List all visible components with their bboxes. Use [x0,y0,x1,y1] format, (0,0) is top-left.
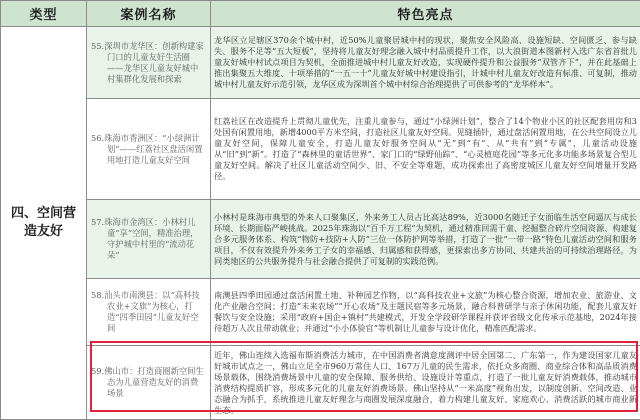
case-features: 南澳县四季田园通过盘活闲置土地、补种园艺作物，以“高科技农业+文旅”为核心整合资源，增加农业、旅游业、文化产业融合空间；打造“未来农场”“开心农场”及主题民宿等多元场景，融合科普研学与亲子休闲功能，配套儿童友好餐饮与安全设施；采用“政府+国企+镇村”共建模式，开发全学段研学课程并获评省级文化传承示范基地，2024年接待超万人次且带动就业；并通过“小小体验官”等机制让儿童参与设计优化，精准匹配需求。 [211,290,640,334]
case-features: 小林村是珠海市典型的外来人口聚集区，外来务工人员占比高达89%，近3000名随迁子女面临生活空间逼仄与成长环境、长期面临严峻挑战。2025年珠海以“百千万工程”为契机，通过精准回需于童、挖掘整合碎片空间资源、构建复合多元服务体系、构筑“物防+技防+人防”三位一体防护网等举措，打造了一批“一带一路”特色儿童活动空间和服务项目，不仅有效提升外来务工子女的幸福感、归属感和获得感，更探索出多方协同、共建共治的可持续治理路径，为同类地区的公共服务提升与社会融合提供了可复制的实践范例。 [211,212,640,267]
table-header-row [1,1,640,27]
case-name: 56.珠海市香洲区：“小绿洲计划”——红荔社区盘活闲置用地打造儿童友好空间 [87,133,210,166]
header-type: 类型 [1,1,87,27]
case-name: 57.珠海市金湾区：小林村儿童“享”空间，精准治理，守护城中村里的“流动花朵” [87,217,210,261]
category-label: 四、空间营造友好 [1,205,86,241]
case-features: 红荔社区在改造提升上贯彻儿童优先，注重儿童参与，通过“小绿洲计划”，整合了14个物业小区的社区配套用房和3处国有闲置用地，新增4000平方米空间，打造社区儿童友好空间。见缝插针，通过盘活闲置用地，在公共空间设立儿童友好空间，保障儿童安全，打造儿童友好服务空间从“无”到“有”、从“共有”到“专属”，儿童活动设施从“旧”到“新”。打造了“森林里的童话世界”、家门口的“绿野仙踪”、“心灵植庭花园”等多元化多功能多场景复合型儿童友好空间。解决了社区儿童活动空间少、旧、不安全等难题，成功探索出了高密度城区儿童友好空间增量开发路径。 [211,116,640,182]
features-cell [211,99,640,200]
header-case-name: 案例名称 [87,1,211,27]
features-cell [211,279,640,346]
case-name-cell [87,279,211,346]
case-name: 58.汕头市南澳县：以“高科技农业+文旅”为核心，打造“四季田园”儿童友好空间 [87,290,210,334]
table-row [1,200,640,279]
case-name: 55.深圳市龙华区：创新构建家门口的儿童友好生活圈——龙华区儿童友好城中村集群化发展和探索 [87,41,210,85]
case-features: 龙华区立足辖区370余个城中村，近50%儿童聚居城中村的现状，聚焦安全风险高、设施短缺、空间匮乏、参与缺失、服务不足等“五大短板”，坚持将儿童友好理念融入城中村品质提升工作，以大浪街道本图新村入选广东省首批儿童友好城中村试点项目为契机，全面推进城中村儿童友好改造，实现硬件提升和公益服务“双管齐下”，并在此基础上推出集聚五大维度、十项举措的“一五一十”儿童友好城中村建设指引，计城中村儿童友好改造有标准、可复制，推动城中村儿童友好示范引领，龙华区成为深圳首个城中村综合治理提供了可供参考的“龙华样本”。 [211,35,640,90]
features-cell [211,200,640,279]
table-row [1,346,640,420]
table-row [1,279,640,346]
case-features: 近年，佛山连续入选福布斯消费活力城市，在中国消费者满意度测评中居全国第二、广东第一，作为建设国家儿童友好城市试点之一，佛山立足全市960万常住人口、167万儿童的民生需求，依托众多商圈、商业综合体和高品质消费场景载体，围绕消费场景中儿童的安全保障、服务供给、设施设计等重点，打造了一批儿童友好消费载体，推动城市消费结构提质扩容，形成多元化的儿童友好消费场景。佛山坚持从“一米高度”视角出发，以制度创新、空间改造、业态融合为抓手，系统推进儿童友好理念与商圈发展深度融合，着力构建儿童友好、家庭欢心、消费活跃的城市商业新生态。 [211,350,640,416]
features-cell [211,346,640,420]
case-name-cell [87,200,211,279]
table-row [1,27,640,99]
case-name: 59.佛山市：打造商圈新空间生态为儿童营造友好的消费场景 [87,366,210,399]
category-cell [1,27,87,420]
case-name-cell [87,99,211,200]
case-name-cell [87,27,211,99]
features-cell [211,27,640,99]
case-name-cell [87,346,211,420]
table-row [1,99,640,200]
header-features: 特色亮点 [211,1,640,27]
